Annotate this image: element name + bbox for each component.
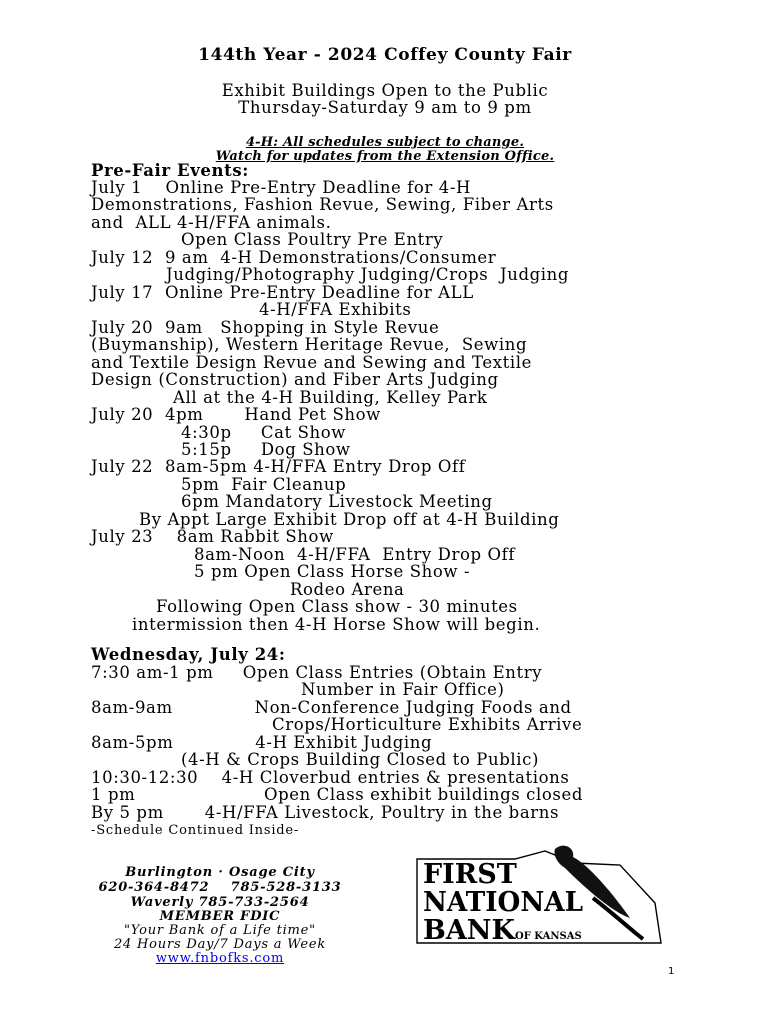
- schedule-line: 6pm Mandatory Livestock Meeting: [181, 492, 493, 511]
- ad-member-fdic: MEMBER FDIC: [159, 909, 281, 924]
- schedule-line: Number in Fair Office): [301, 680, 505, 699]
- schedule-line: July 20 4pm Hand Pet Show: [91, 405, 381, 424]
- schedule-line: (Buymanship), Western Heritage Revue, Sewing: [91, 335, 528, 354]
- schedule-line: July 22 8am-5pm 4-H/FFA Entry Drop Off: [91, 457, 466, 476]
- schedule-line: Open Class Poultry Pre Entry: [181, 230, 444, 249]
- schedule-line: All at the 4-H Building, Kelley Park: [173, 388, 488, 407]
- open-hours-line2: Thursday-Saturday 9 am to 9 pm: [238, 98, 532, 117]
- schedule-line: 8am-5pm 4-H Exhibit Judging: [91, 733, 433, 752]
- schedule-line: intermission then 4-H Horse Show will begin.: [132, 615, 541, 634]
- schedule-line: July 12 9 am 4-H Demonstrations/Consumer: [91, 248, 497, 267]
- schedule-line: 8am-9am Non-Conference Judging Foods and: [91, 698, 572, 717]
- schedule-line: 1 pm Open Class exhibit buildings closed: [91, 785, 584, 804]
- schedule-line: Rodeo Arena: [290, 580, 405, 599]
- schedule-line: 4:30p Cat Show: [181, 423, 346, 442]
- schedule-line: Demonstrations, Fashion Revue, Sewing, Fiber Arts: [91, 195, 554, 214]
- continued-note: -Schedule Continued Inside-: [91, 823, 300, 838]
- schedule-line: 5pm Fair Cleanup: [181, 475, 347, 494]
- logo-word-national: NATIONAL: [423, 887, 584, 918]
- ad-slogan: "Your Bank of a Life time": [124, 923, 316, 938]
- schedule-line: Judging/Photography Judging/Crops Judging: [166, 265, 570, 284]
- wednesday-heading: Wednesday, July 24:: [91, 645, 286, 664]
- notice-line1: 4-H: All schedules subject to change.: [245, 135, 525, 150]
- schedule-line: 5:15p Dog Show: [181, 440, 351, 459]
- schedule-line: 10:30-12:30 4-H Cloverbud entries & presentations: [91, 768, 570, 787]
- page-title: 144th Year - 2024 Coffey County Fair: [198, 45, 572, 65]
- schedule-line: July 23 8am Rabbit Show: [91, 527, 334, 546]
- ad-phones: 620-364-8472 785-528-3133: [98, 880, 342, 895]
- schedule-line: July 20 9am Shopping in Style Revue: [91, 318, 440, 337]
- ad-waverly: Waverly 785-733-2564: [130, 895, 310, 910]
- open-hours-line1: Exhibit Buildings Open to the Public: [221, 81, 549, 100]
- schedule-line: and ALL 4-H/FFA animals.: [91, 213, 332, 232]
- schedule-line: 8am-Noon 4-H/FFA Entry Drop Off: [194, 545, 516, 564]
- bank-logo: [415, 843, 665, 953]
- ad-hours: 24 Hours Day/7 Days a Week: [113, 937, 327, 952]
- schedule-line: 4-H/FFA Exhibits: [259, 300, 412, 319]
- page-number: 1: [668, 966, 675, 977]
- schedule-line: Design (Construction) and Fiber Arts Judging: [91, 370, 499, 389]
- schedule-line: and Textile Design Revue and Sewing and Textile: [91, 353, 532, 372]
- website-link[interactable]: www.fnbofks.com: [155, 951, 285, 966]
- schedule-line: 7:30 am-1 pm Open Class Entries (Obtain Entry: [91, 663, 543, 682]
- ad-cities: Burlington · Osage City: [125, 865, 315, 880]
- logo-word-first: FIRST: [423, 859, 517, 890]
- schedule-line: July 17 Online Pre-Entry Deadline for ALL: [91, 283, 474, 302]
- notice-line2: Watch for updates from the Extension Office.: [215, 149, 555, 164]
- logo-word-bank: BANK: [423, 915, 515, 946]
- schedule-line: By 5 pm 4-H/FFA Livestock, Poultry in the barns: [91, 803, 560, 822]
- schedule-line: 5 pm Open Class Horse Show -: [194, 562, 471, 581]
- schedule-line: Crops/Horticulture Exhibits Arrive: [272, 715, 583, 734]
- logo-suffix: OF KANSAS: [515, 931, 582, 942]
- ad-website[interactable]: [60, 950, 380, 968]
- schedule-line: Following Open Class show - 30 minutes: [156, 597, 518, 616]
- schedule-line: (4-H & Crops Building Closed to Public): [181, 750, 539, 769]
- prefair-heading: Pre-Fair Events:: [91, 161, 249, 180]
- schedule-line: July 1 Online Pre-Entry Deadline for 4-H: [91, 178, 472, 197]
- schedule-line: By Appt Large Exhibit Drop off at 4-H Building: [139, 510, 560, 529]
